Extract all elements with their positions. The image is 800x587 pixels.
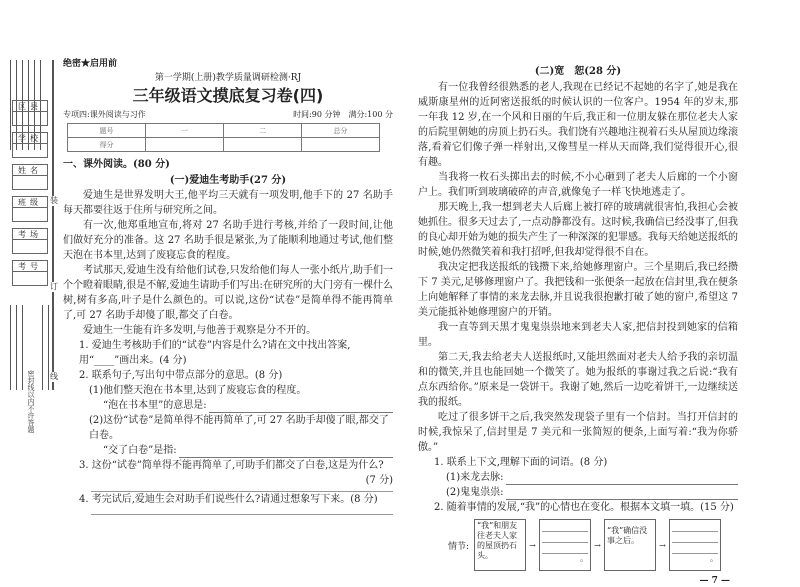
question-2: 2. 随着事情的发展,“我”的心情也在变化。根据本文填一填。(15 分) — [434, 502, 734, 513]
binding-char: 装 — [50, 196, 58, 205]
question-1: 1. 爱迪生考核助手们的“试卷”内容是什么?请在文中找出答案,用“____”画出来。(4 分) — [79, 340, 351, 366]
answer-line[interactable] — [209, 400, 393, 413]
table-header: 二 — [224, 124, 302, 138]
question-3: 3. 这份“试卷”简单得不能再简单了,可助手们都交了白卷,这是为什么? — [79, 460, 384, 471]
class-field[interactable] — [12, 196, 48, 222]
question-2: 2. 联系句子,写出句中带点部分的意思。(8 分) — [79, 370, 283, 381]
answer-line[interactable] — [179, 445, 393, 458]
paragraph: 爱迪生是世界发明大王,他平均三天就有一项发明,他手下的 27 名助手每天都要往返于住所与研究所之间。 — [63, 190, 393, 216]
paragraph: 有一位我曾经很熟悉的老人,我现在已经记不起她的名字了,她是我在威斯康星州的近阿密送报纸的时候认识的一位客户。1954 年的岁末,那一年我 12 岁,在一个风和日丽的午后,我正和一位朋友躲在那位老夫人家的后院里朝她的房顶上扔石头。我们饶有兴趣地注视着石头从屋顶边缘滚落,看着它们像子弹一样射出,又像彗星一样从天而降,我们觉得很开心,很有趣。 — [418, 82, 738, 168]
binding-char: 订 — [50, 282, 58, 291]
table-header: 一 — [146, 124, 224, 138]
field-label: 考场 — [13, 229, 47, 240]
paragraph: 那天晚上,我一想到老夫人后廊上被打碎的玻璃就很害怕,我担心会被她抓住。很多天过去了,一点动静都没有。这时候,我确信已经没事了,但我的良心却开始为她的损失产生了一种深深的犯罪感。我每天给她送报纸的时候,她仍然微笑着和我打招呼,但我却觉得很不自在。 — [418, 202, 738, 258]
field-label: 姓名 — [13, 165, 47, 176]
confidential-label: 绝密★启用前 — [63, 59, 118, 69]
field-label: 学校 — [13, 133, 47, 144]
arrow-icon: → — [659, 540, 666, 550]
paragraph: 第二天,我去给老夫人送报纸时,又能坦然面对老夫人给予我的亲切温和的微笑,并且也能回她一个微笑了。她为报纸的事谢过我之后说:“我有点东西给你。”原来是一袋饼干。我谢了她,然后一边吃着饼干,一边继续送我的报纸。 — [418, 352, 738, 408]
plot-flow — [418, 519, 738, 571]
right-column — [418, 64, 738, 587]
paragraph: 有一次,他郑重地宣布,将对 27 名助手进行考核,并给了一段时间,让他们做好充分的准备。这 27 名助手很是紧张,为了能顺利地通过考试,他们整天泡在书本里,达到了废寝忘食的程度。 — [63, 220, 393, 261]
time-score: 时间:90 分钟 满分:100 分 — [293, 110, 393, 119]
question-1-2: (2)鬼鬼祟祟: — [446, 487, 504, 498]
left-column — [63, 58, 393, 515]
paragraph: 吃过了很多饼干之后,我突然发现袋子里有一个信封。当打开信封的时候,我惊呆了,信封里是 7 美元和一张简短的便条,上面写着:“我为你骄傲。” — [418, 412, 738, 453]
answer-prompt: “交了白卷”是指: — [103, 445, 177, 456]
passage-title: (一)爱迪生考助手(27 分) — [169, 175, 287, 186]
plot-label: 情节: — [448, 541, 470, 552]
field-label: 区县 — [13, 101, 47, 112]
school-field[interactable] — [12, 132, 48, 158]
table-header: 题号 — [68, 124, 146, 138]
paragraph: 我一直等到天黑才鬼鬼祟祟地来到老夫人家,把信封投到她家的信箱里。 — [418, 322, 738, 348]
plot-box-2[interactable] — [539, 519, 591, 571]
question-1-1: (1)来龙去脉: — [446, 472, 504, 483]
page-number: — 7 — — [699, 576, 730, 586]
answer-line[interactable] — [91, 507, 393, 515]
score-cell[interactable] — [146, 138, 224, 152]
plot-box-1: “我”和朋友往老夫人家的屋顶扔石头。 — [474, 519, 526, 571]
table-row-label: 得分 — [68, 138, 146, 152]
arrow-icon: → — [529, 540, 536, 550]
answer-line[interactable] — [506, 472, 738, 485]
paragraph: 爱迪生一生能有许多发明,与他善于观察是分不开的。 — [83, 325, 317, 336]
field-label: 班级 — [13, 197, 47, 208]
plot-box-3: “我”确信没事之后。 — [604, 519, 656, 571]
question-4: 4. 考完试后,爱迪生会对助手们说些什么?请通过想象写下来。(8 分) — [79, 494, 378, 505]
paragraph: 我决定把我送报纸的钱攒下来,给她修理窗户。三个星期后,我已经攒下 7 美元,足够修理窗户了。我把钱和一张便条一起放在信封里,我在便条上向她解释了事情的来龙去脉,并且说我很抱歉打破了她的窗户,希望这 7 美元能抵补她修理窗户的开销。 — [418, 262, 738, 318]
exam-number-field[interactable] — [12, 260, 48, 286]
answer-prompt: “泡在书本里”的意思是: — [103, 400, 207, 411]
period: 。 — [710, 554, 718, 563]
arrow-icon: → — [594, 540, 601, 550]
paragraph: 考试那天,爱迪生没有给他们试卷,只发给他们每人一张小纸片,助手们一个个瞪着眼睛,很是不解,爱迪生请助手们写出:在研究所的大门旁有一棵什么树,树有多高,叶子是什么颜色的。可以说,这份“试卷”是简单得不能再简单了,可 27 名助手却傻了眼,都交了白卷。 — [63, 265, 393, 321]
name-field[interactable] — [12, 164, 48, 190]
score-table — [67, 123, 380, 152]
question-3-score: (7 分) — [365, 475, 393, 486]
question-2-2: (2)这份“试卷”是简单得不能再简单了,可 27 名助手却傻了眼,都交了白卷。 — [89, 415, 389, 441]
topic-label: 专项四:课外阅读与习作 — [63, 110, 146, 119]
district-field[interactable] — [12, 100, 48, 126]
paragraph: 当我将一枚石头掷出去的时候,不小心砸到了老夫人后廊的一个小窗户上。我们听到玻璃破碎的声音,就像兔子一样飞快地逃走了。 — [418, 172, 738, 198]
question-2-1: (1)他们整天泡在书本里,达到了废寝忘食的程度。 — [89, 385, 307, 396]
score-cell[interactable] — [302, 138, 380, 152]
passage-title: (二)宽 恕(28 分) — [534, 66, 622, 77]
question-1: 1. 联系上下文,理解下面的词语。(8 分) — [434, 457, 608, 468]
field-label: 考号 — [13, 261, 47, 272]
plot-box-4[interactable] — [669, 519, 721, 571]
page-title: 三年级语文摸底复习卷(四) — [132, 86, 324, 105]
sealing-notice: 密封线以内不许答题 — [27, 370, 35, 433]
table-header: 总分 — [302, 124, 380, 138]
answer-line[interactable] — [506, 487, 738, 500]
section-heading: 一、课外阅读。(80 分) — [63, 159, 170, 170]
period: 。 — [580, 554, 588, 563]
score-cell[interactable] — [224, 138, 302, 152]
exam-room-field[interactable] — [12, 228, 48, 254]
exam-subtitle: 第一学期(上册)教学质量调研检测·RJ — [154, 73, 302, 83]
binding-char: 线 — [50, 372, 58, 381]
